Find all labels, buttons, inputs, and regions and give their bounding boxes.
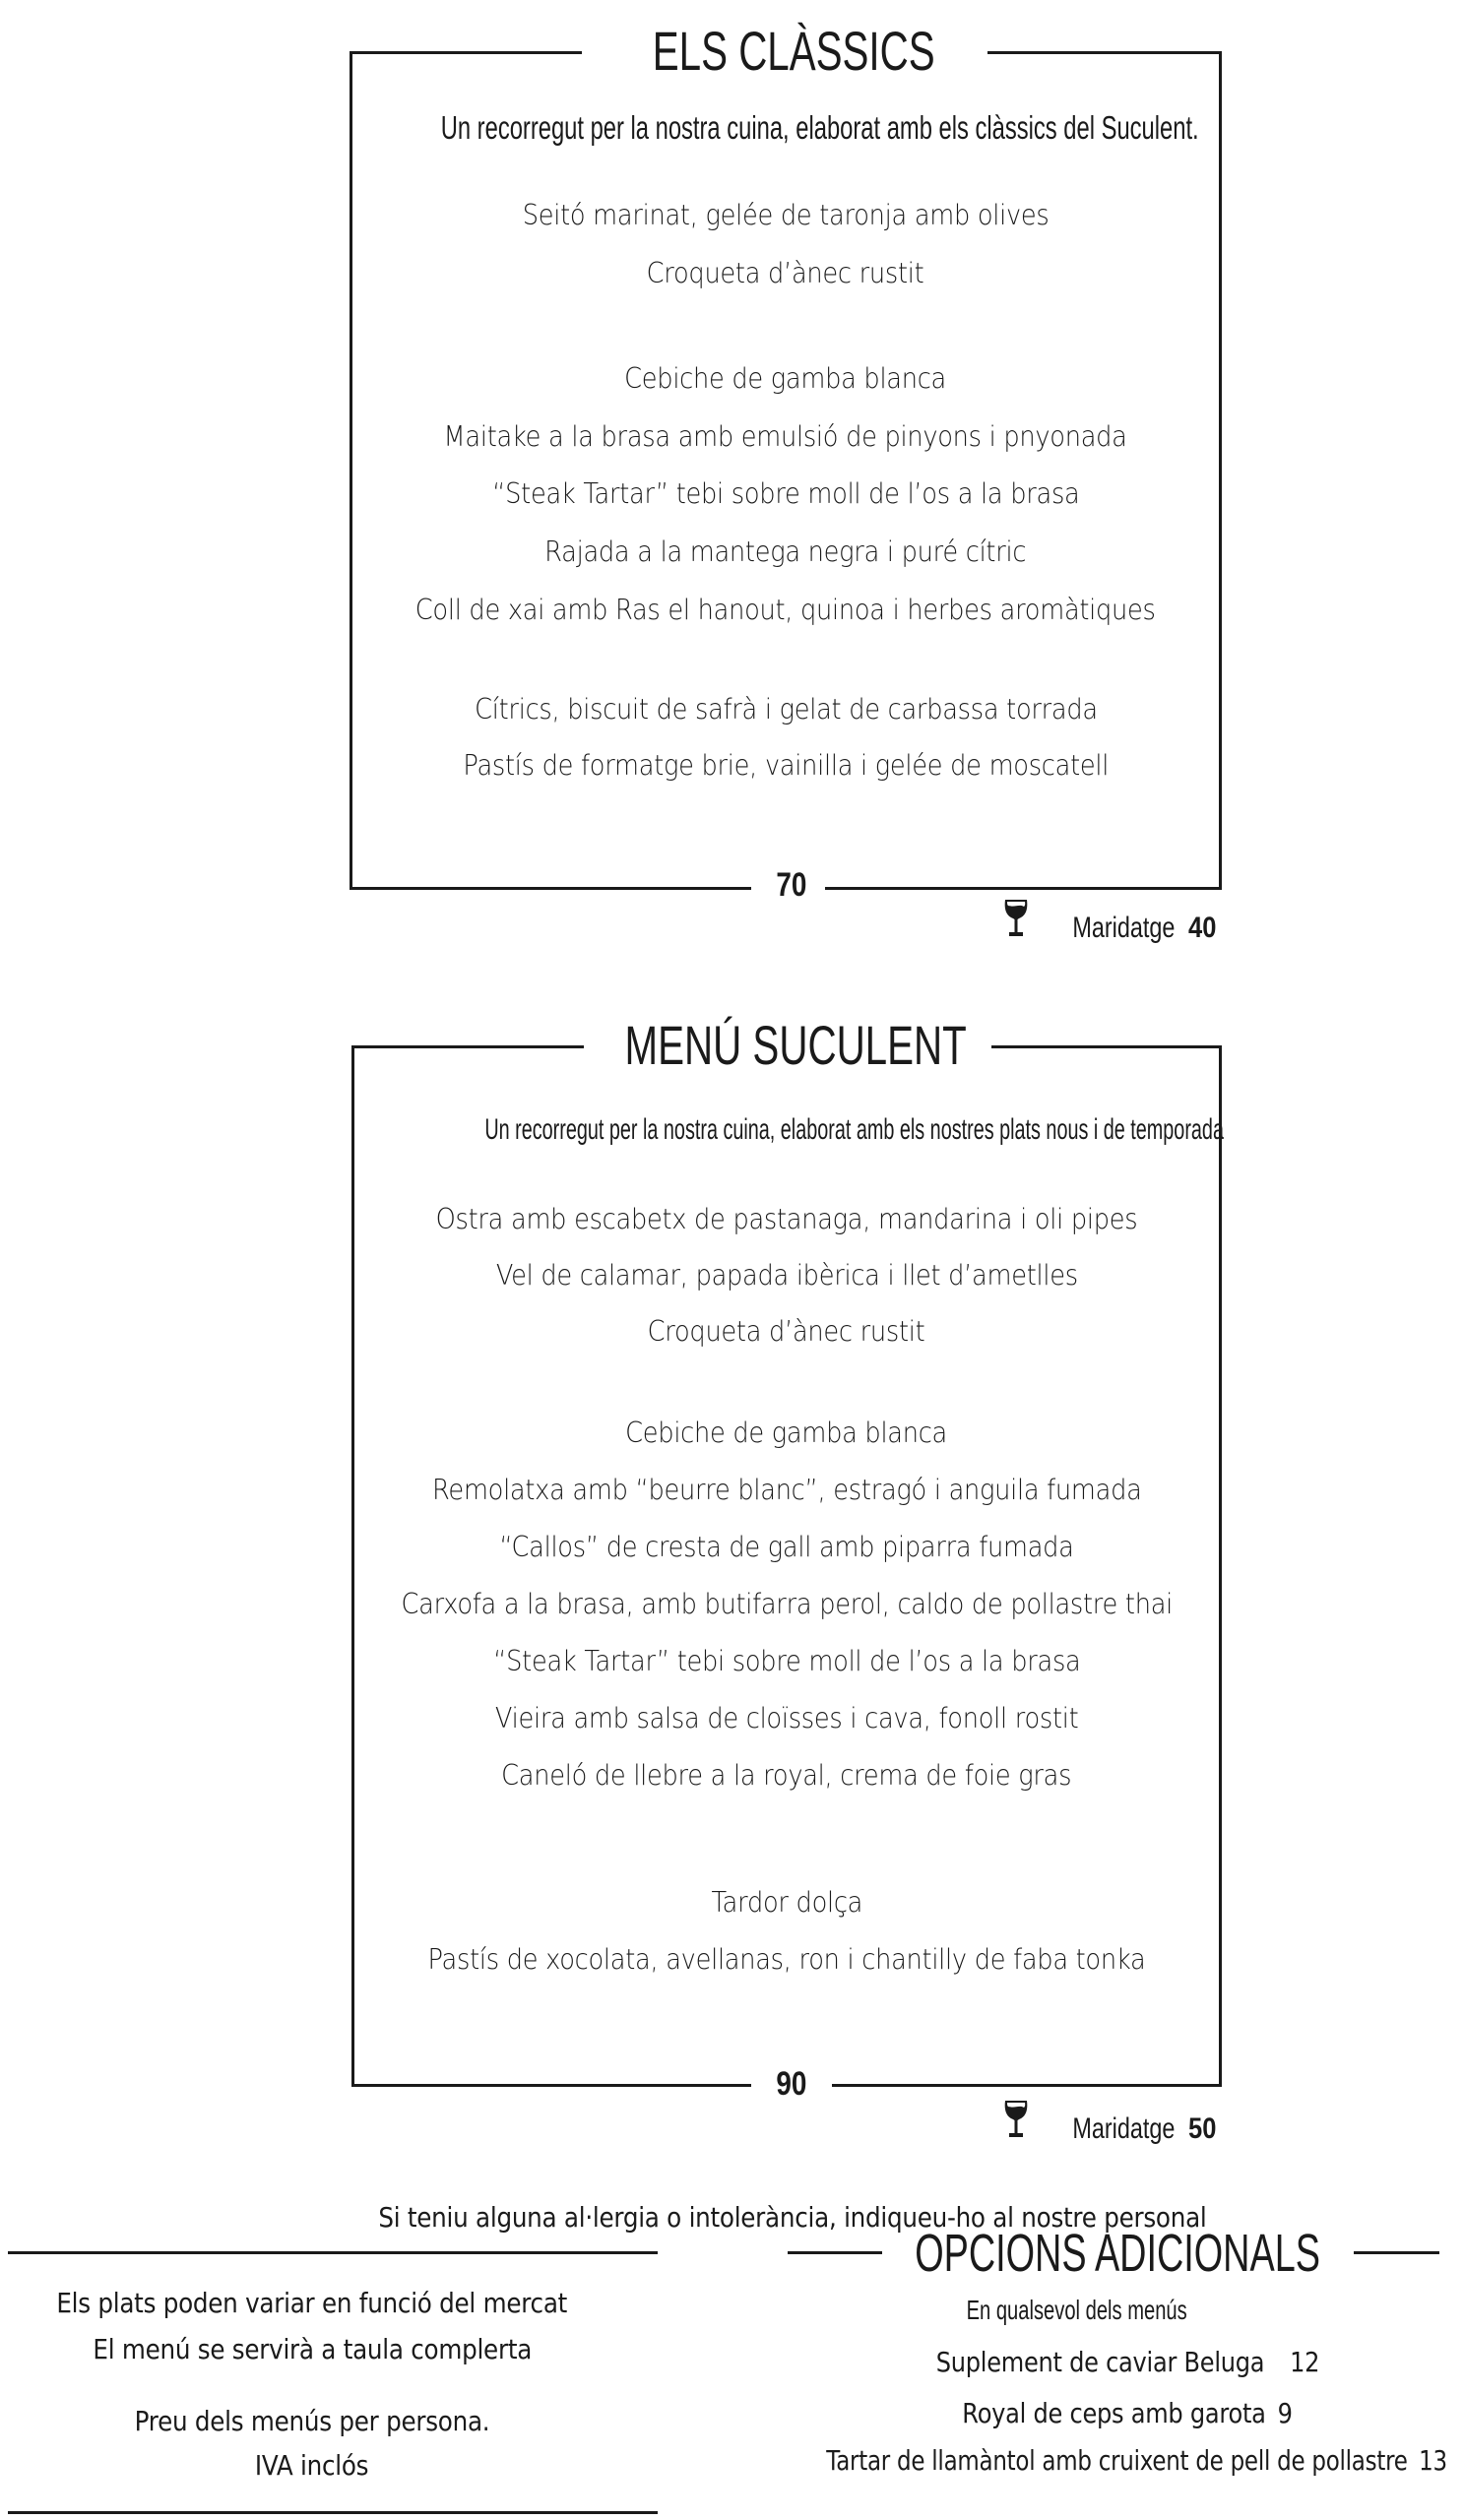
pairing-price [1044,2112,1216,2146]
note-text: Els plats poden variar en funció del mercat [56,2287,568,2319]
dish-name: Remolatxa amb “beurre blanc”, estragó i anguila fumada [431,1474,1142,1506]
dish-item [294,1642,1279,1681]
dish-item [293,254,1278,293]
dish-item [294,1940,1279,1980]
extra-item-name: Tartar de llamàntol amb cruixent de pell de pollastre [826,2444,1408,2477]
dish-name: Croqueta d’ànec rustit [648,1315,925,1348]
dish-item [294,1528,1279,1567]
dish-item [293,690,1278,729]
menu-price: 90 [776,2065,807,2103]
dish-item [294,1200,1279,1239]
pairing-amount: 50 [1187,2112,1216,2145]
wine-glass-icon [1002,2100,1030,2139]
extra-item-price: 12 [1289,2346,1319,2378]
dish-name: Croqueta d’ànec rustit [647,257,924,289]
extra-item-name: Royal de ceps amb garota [962,2397,1266,2429]
note-line [0,2446,804,2486]
dish-name: Vieira amb salsa de cloïsses i cava, fonoll rostit [494,1702,1079,1734]
dish-name: Coll de xai amb Ras el hanout, quinoa i herbes aromàtiques [415,594,1156,626]
dish-item [293,359,1278,399]
dish-name: “Steak Tartar” tebi sobre moll de l’os a la brasa [492,1645,1081,1677]
dish-name: Cebiche de gamba blanca [625,1417,948,1449]
dish-item [294,1756,1279,1796]
note-text: Preu dels menús per persona. [134,2405,490,2437]
menu-price: 70 [776,866,807,904]
extra-item-name: Suplement de caviar Beluga [935,2346,1264,2378]
dish-name: Carxofa a la brasa, amb butifarra perol, caldo de pollastre thai [401,1588,1173,1620]
dish-name: Pastís de xocolata, avellanas, ron i chantilly de faba tonka [427,1943,1146,1976]
dish-item [293,474,1278,514]
dish-item [293,533,1278,572]
note-text: Si teniu alguna al·lergia o intolerància, indiqueu-ho al nostre personal [378,2201,1207,2234]
dish-item [294,1256,1279,1295]
note-line [0,2402,804,2441]
extra-item [783,2343,1464,2382]
dish-item [294,1471,1279,1510]
dish-item [294,1585,1279,1624]
extras-title: OPCIONS ADICIONALS [915,2224,1320,2283]
dish-item [293,746,1278,786]
dish-item [294,1699,1279,1738]
menu-title: ELS CLÀSSICS [652,20,935,82]
menu-title: MENÚ SUCULENT [624,1014,967,1076]
note-text: El menú se servirà a taula complerta [93,2333,532,2365]
dish-name: Cítrics, biscuit de safrà i gelat de carbassa torrada [474,693,1098,725]
extra-item-text [962,2394,1292,2433]
note-line [0,2330,804,2369]
dish-name: Maitake a la brasa amb emulsió de pinyons i pnyonada [443,420,1128,453]
extra-item-text [826,2441,1447,2481]
dish-name: Vel de calamar, papada ibèrica i llet d’ametlles [495,1259,1078,1292]
pairing-price [1044,912,1216,945]
dish-name: Ostra amb escabetx de pastanaga, mandarina i oli pipes [435,1203,1138,1235]
dish-item [294,1883,1279,1922]
extra-item [783,2394,1464,2433]
dish-name: Rajada a la mantega negra i puré cítric [544,536,1027,568]
dish-item [294,1312,1279,1352]
extra-item-price: 9 [1277,2397,1293,2429]
extra-item-price: 13 [1419,2444,1447,2477]
wine-glass-icon [1002,899,1030,938]
frame-bottom-left-line [351,2084,751,2087]
extras-subtitle: En qualsevol dels menús [966,2295,1188,2325]
extra-item [758,2441,1447,2481]
note-line [0,2284,804,2323]
pairing-label: Maridatge [1072,2112,1176,2145]
dish-name: Pastís de formatge brie, vainilla i gelée de moscatell [463,749,1109,782]
menu-subtitle: Un recorregut per la nostra cuina, elaborat amb els clàssics del Suculent. [440,109,1199,146]
dish-name: “Callos” de cresta de gall amb piparra fumada [499,1531,1074,1563]
dish-item [294,1414,1279,1453]
dish-item [293,417,1278,457]
dish-name: Tardor dolça [711,1886,862,1919]
note-text: IVA inclós [255,2449,369,2482]
dish-item [293,196,1278,235]
frame-bottom-right-line [832,2084,1222,2087]
notes-top-line [8,2251,658,2254]
pairing-amount: 40 [1187,912,1216,944]
dish-name: Seitó marinat, gelée de taronja amb olives [522,199,1050,231]
menu-subtitle: Un recorregut per la nostra cuina, elaborat amb els nostres plats nous i de temporada [484,1113,1224,1146]
dish-name: Caneló de llebre a la royal, crema de foie gras [501,1759,1072,1792]
dish-name: Cebiche de gamba blanca [624,362,947,395]
pairing-label: Maridatge [1072,912,1176,944]
frame-bottom-left-line [350,887,751,890]
notes-bottom-line [8,2511,658,2514]
extra-item-text [935,2343,1319,2382]
dish-name: “Steak Tartar” tebi sobre moll de l’os a la brasa [491,477,1080,510]
dish-item [293,591,1278,630]
